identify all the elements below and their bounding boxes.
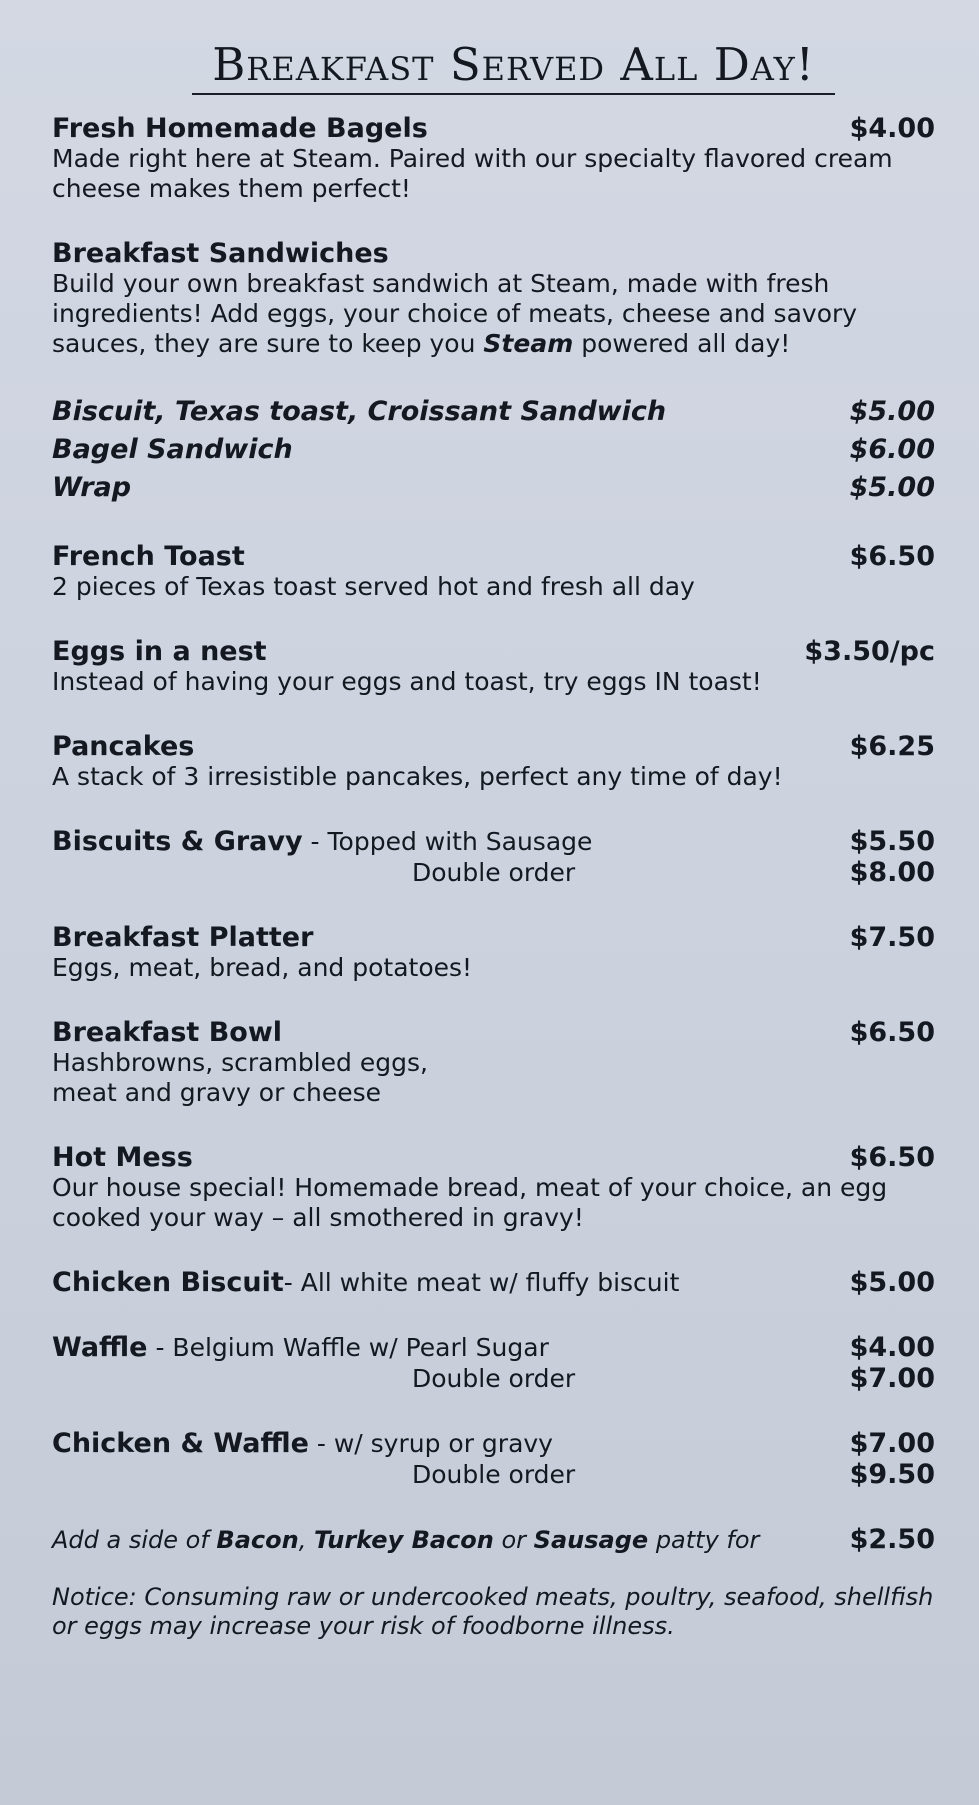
item-name: Breakfast Platter — [52, 922, 314, 953]
menu-item-bowl — [52, 1017, 935, 1108]
option-price: $5.00 — [849, 472, 935, 503]
side-turkey-bacon: Turkey Bacon — [313, 1526, 494, 1554]
item-price: $7.50 — [849, 922, 935, 953]
desc-text: powered all day! — [573, 329, 791, 358]
item-description: Our house special! Homemade bread, meat of your choice, an egg cooked your way – all smothered in gravy! — [52, 1173, 888, 1232]
item-description-line: meat and gravy or cheese — [52, 1078, 382, 1107]
option-name: Wrap — [52, 472, 132, 503]
brand-emphasis: Steam — [483, 329, 574, 358]
double-order-price: $8.00 — [849, 857, 935, 888]
item-name: Breakfast Bowl — [52, 1017, 283, 1048]
health-notice — [52, 1583, 935, 1641]
side-prefix: Add a side of — [52, 1526, 217, 1554]
side-sep: or — [493, 1526, 534, 1554]
side-sep: , — [298, 1526, 314, 1554]
item-title — [52, 826, 592, 857]
item-name: Pancakes — [52, 731, 195, 762]
menu-item-waffle — [52, 1332, 935, 1394]
item-name: Chicken Biscuit — [52, 1267, 284, 1298]
item-description — [52, 269, 935, 359]
item-price: $7.00 — [849, 1428, 935, 1459]
item-title — [52, 1332, 549, 1363]
item-description: A stack of 3 irresistible pancakes, perfect any time of day! — [52, 762, 783, 791]
side-sausage: Sausage — [533, 1526, 649, 1554]
menu-item-chicken-waffle — [52, 1428, 935, 1490]
option-row — [52, 393, 935, 431]
option-row — [52, 431, 935, 469]
side-text — [52, 1526, 759, 1554]
item-price: $5.50 — [849, 826, 935, 857]
item-price: $6.25 — [849, 731, 935, 762]
item-name: Chicken & Waffle — [52, 1428, 309, 1459]
menu-item-chicken-biscuit — [52, 1267, 935, 1298]
double-order-price: $7.00 — [849, 1363, 935, 1394]
item-price: $6.50 — [849, 1017, 935, 1048]
menu-item-biscuits-gravy — [52, 826, 935, 888]
menu-item-pancakes — [52, 731, 935, 792]
menu-title: Breakfast Served All Day! — [192, 42, 835, 95]
menu-item-sandwiches — [52, 238, 935, 359]
menu-item-french-toast — [52, 541, 935, 602]
desc-text: Build your own breakfast sandwich at Steam, made with fresh ingredients! Add eggs, your choice of meats, cheese and savory sauces, they are sure to keep you — [52, 269, 858, 358]
option-name: Bagel Sandwich — [52, 434, 293, 465]
menu-item-eggs-nest — [52, 636, 935, 697]
item-title — [52, 1267, 679, 1298]
item-name: Eggs in a nest — [52, 636, 267, 667]
item-description: 2 pieces of Texas toast served hot and fresh all day — [52, 572, 695, 601]
item-name: French Toast — [52, 541, 245, 572]
side-price: $2.50 — [849, 1524, 935, 1555]
double-order-label: Double order — [412, 1364, 576, 1393]
item-price: $5.00 — [849, 1267, 935, 1298]
item-price: $4.00 — [849, 113, 935, 144]
double-order-price: $9.50 — [849, 1459, 935, 1490]
item-description: Made right here at Steam. Paired with our specialty flavored cream cheese makes them perfect! — [52, 144, 893, 203]
item-suffix: - All white meat w/ fluffy biscuit — [283, 1268, 680, 1297]
item-price: $6.50 — [849, 541, 935, 572]
menu-item-bagels — [52, 113, 935, 204]
option-name: Biscuit, Texas toast, Croissant Sandwich — [52, 396, 667, 427]
sandwich-options — [52, 393, 935, 507]
menu-item-platter — [52, 922, 935, 983]
item-description-line: Hashbrowns, scrambled eggs, — [52, 1048, 428, 1077]
title-wrap — [52, 38, 935, 95]
item-name: Biscuits & Gravy — [52, 826, 303, 857]
side-bacon: Bacon — [216, 1526, 299, 1554]
item-price: $6.50 — [849, 1142, 935, 1173]
item-suffix: - Topped with Sausage — [302, 827, 593, 856]
double-order-label: Double order — [412, 1460, 576, 1489]
double-order-label: Double order — [412, 858, 576, 887]
option-price: $6.00 — [849, 434, 935, 465]
side-suffix: patty for — [648, 1526, 760, 1554]
item-name: Breakfast Sandwiches — [52, 238, 389, 269]
item-name: Hot Mess — [52, 1142, 193, 1173]
menu-item-hot-mess — [52, 1142, 935, 1233]
option-price: $5.00 — [849, 396, 935, 427]
option-row — [52, 469, 935, 507]
item-description: Eggs, meat, bread, and potatoes! — [52, 953, 473, 982]
item-suffix: - w/ syrup or gravy — [308, 1429, 553, 1458]
item-name: Waffle — [52, 1332, 148, 1363]
item-title — [52, 1428, 553, 1459]
item-name: Fresh Homemade Bagels — [52, 113, 428, 144]
item-price: $3.50/pc — [804, 636, 935, 667]
side-addon — [52, 1524, 935, 1555]
item-price: $4.00 — [849, 1332, 935, 1363]
item-suffix: - Belgium Waffle w/ Pearl Sugar — [147, 1333, 549, 1362]
item-description: Instead of having your eggs and toast, try eggs IN toast! — [52, 667, 762, 696]
notice-text: Notice: Consuming raw or undercooked meats, poultry, seafood, shellfish or eggs may increase your risk of foodborne illness. — [52, 1583, 934, 1640]
